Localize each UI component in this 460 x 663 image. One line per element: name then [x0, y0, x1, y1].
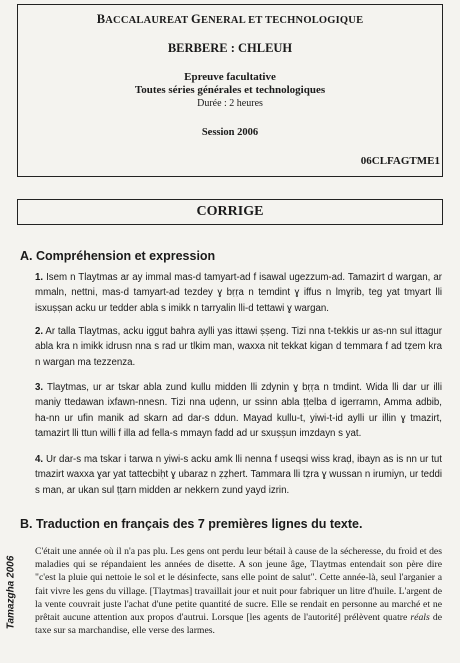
series-line: Toutes séries générales et technologiques: [134, 84, 326, 96]
subject-title: BERBERE : CHLEUH: [167, 41, 293, 55]
header-box: [17, 4, 443, 177]
answer-paragraph-2: 2. Ar talla Tlaytmas, acku iggut bahra aylli yas ittawi ṣṣeng. Tizi nna t-tekkis ur as-nn sul ittagur abla kra n imikk idrusn nna s rad ur tlkim man, waxxa nit tekkat kigan d temmara f ad tẓem kra n wargan ma tezzenza.: [35, 326, 442, 368]
exam-code: 06CLFAGTME1: [360, 155, 440, 167]
translation-paragraph: C'était une année où il n'a pas plu. Les gens ont perdu leur bétail à cause de la sécheresse, du froid et des maladies qui se répandaient les années de disette. A son jeune âge, Tlaytmas entendait son père dire "c'est la pluie qui nettoie le sol et le désinfecte, sans elle point de salut". Cette année-là, seul l'arganier a fait vivre les gens du village. [Tlaytmas] travaillait jour et nuit pour fabriquer un litre d'huile. L'argent de la vente couvrait juste l'achat d'une petite quantité de sucre. Elle se rendait en personne au marché et ne prêtait aucune attention aux propos d'autrui. Lorsque [les agents de l'autorité] prélèvent quatre réals de taxe sur sa marchandise, elle verse des larmes.: [35, 546, 442, 637]
watermark: Tamazgha 2006: [5, 555, 17, 630]
exam-name: BACCALAUREAT GENERAL ET TECHNOLOGIQUE: [96, 12, 364, 26]
section-a-title: A. Compréhension et expression: [20, 249, 216, 263]
answer-paragraph-4: 4. Ur dar-s ma tskar i tarwa n yiwi-s acku amk lli nenna f useqsi wiss kraḍ, ibayn as is nn ur tut tmazirt waxxa ɣar yat tattecbiḥt ɣ ubaraz n ẓẓhert. Tammara lli tẓra ɣ wussan n irumiyn, ur teddi s man, ar ukan sul ṭṭarn midden ar nekkern zund yayd izrin.: [35, 454, 442, 496]
answer-paragraph-3: 3. Tlaytmas, ur ar tskar abla zund kullu midden lli zdynin ɣ bṛṛa n tmdint. Wida lli dar ur illi maniy ttedawan ixfawn-nnesn. Tizi nna uḍenn, ur ssinn abla ṭṭelba d igerramn, Amma adbib, ha-nn ur ufin manik ad skarn ad dar-s ddun. Mayad kullu-t, yiwi-t-id aylli ur illin ɣ tmazirt, tamazirt lli ttun willi f illa ad fella-s mmayn fadd ad ur sxuṣṣun imzdayn s yat.: [35, 382, 442, 439]
section-b-title: B. Traduction en français des 7 premières lignes du texte.: [20, 517, 363, 531]
duration-line: Durée : 2 heures: [197, 98, 263, 109]
answer-paragraph-1: 1. Isem n Tlaytmas ar ay immal mas-d tamyart-ad f isawal ugezzum-ad. Tamazirt d wargan, ar mmaln, nettni, mas-d tamyart-ad tezdey ɣ bṛṛa n temdint ɣ iffus n lmɣrib, teg yat tmyart lli isxuṣṣan acku ur tedder abla s imikk n tarryalin lli-d tettawi ɣ wargan.: [35, 272, 442, 314]
epreuve-type: Epreuve facultative: [184, 71, 276, 83]
corrige-title: CORRIGE: [17, 199, 443, 225]
session-line: Session 2006: [201, 127, 259, 138]
